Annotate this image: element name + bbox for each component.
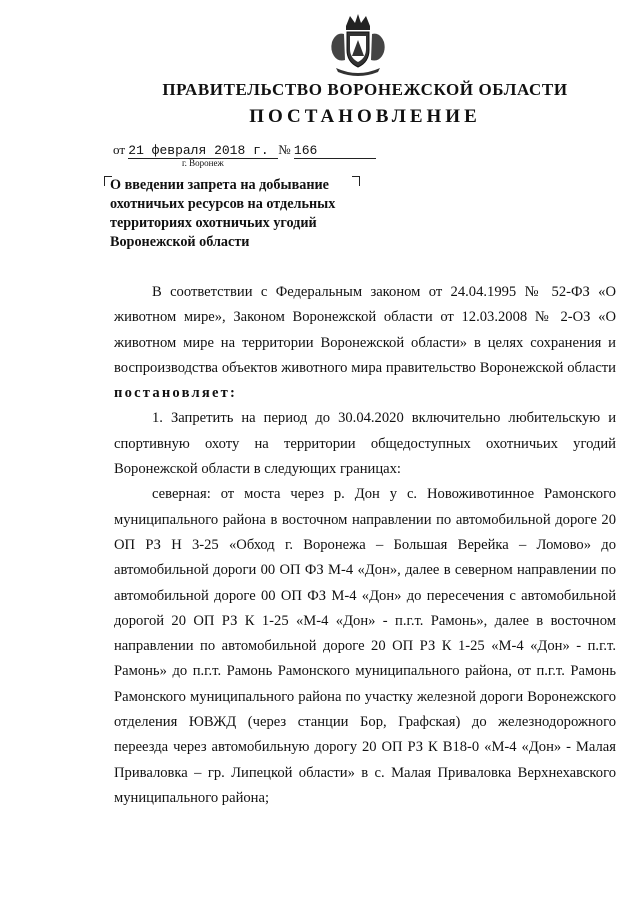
city-label: г. Воронеж [182,158,224,168]
item-1-paragraph: 1. Запретить на период до 30.04.2020 включительно любительскую и спортивную охоту на территории общедоступных охотничьих угодий Воронежской области в следующих границах: [114,410,616,478]
north-boundary-paragraph: северная: от моста через р. Дон у с. Новоживотинное Рамонского муниципального района в восточном направлении по автомобильной дороге 20 ОП РЗ Н 3-25 «Обход г. Воронежа – Большая Верейка – Ломово» до автомобильной дороги 00 ОП ФЗ М-4 «Дон», далее в северном направлении по автомобильной дороге 00 ОП ФЗ М-4 «Дон» до пересечения с автомобильной дорогой 20 ОП РЗ К 1-25 «М-4 «Дон» - п.г.т. Рамонь», далее в восточном направлении по автомобильной дороге 20 ОП РЗ К 1-25 «М-4 «Дон» - п.г.т. Рамонь» до п.г.т. Рамонь Рамонского муниципального района, от п.г.т. Рамонь Рамонского муниципального района по участку железной дороги Воронежского отделения ЮВЖД (через станции Бор, Графская) до железнодорожного переезда через автомобильную дорогу 20 ОП РЗ К В18-0 «М-4 «Дон» - Малая Приваловка – гр. Липецкой области» в с. Малая Приваловка Верхнехавского муниципального района; [114,486,616,806]
document-title: О введении запрета на добывание охотничьих ресурсов на отдельных территориях охотничьих угодий Воронежской области [110,177,336,250]
government-name: ПРАВИТЕЛЬСТВО ВОРОНЕЖСКОЙ ОБЛАСТИ [162,80,568,99]
resolves-word: постановляет: [114,385,238,402]
number-label: № [278,142,291,157]
document-number: 166 [294,143,376,159]
voronezh-coat-of-arms-icon [328,12,388,78]
document-body [114,280,616,811]
document-date: 21 февраля 2018 г. [128,143,278,159]
date-from-label: от [113,142,126,157]
document-type: ПОСТАНОВЛЕНИЕ [249,106,481,127]
intro-paragraph: В соответствии с Федеральным законом от 24.04.1995 № 52-ФЗ «О животном мире», Законом Воронежской области от 12.03.2008 № 2-ОЗ «О животном мире на территории Воронежской области» в целях сохранения и воспроизводства объектов животного мира правительство Воронежской области постановляет: [114,284,616,402]
dateline [113,142,376,159]
